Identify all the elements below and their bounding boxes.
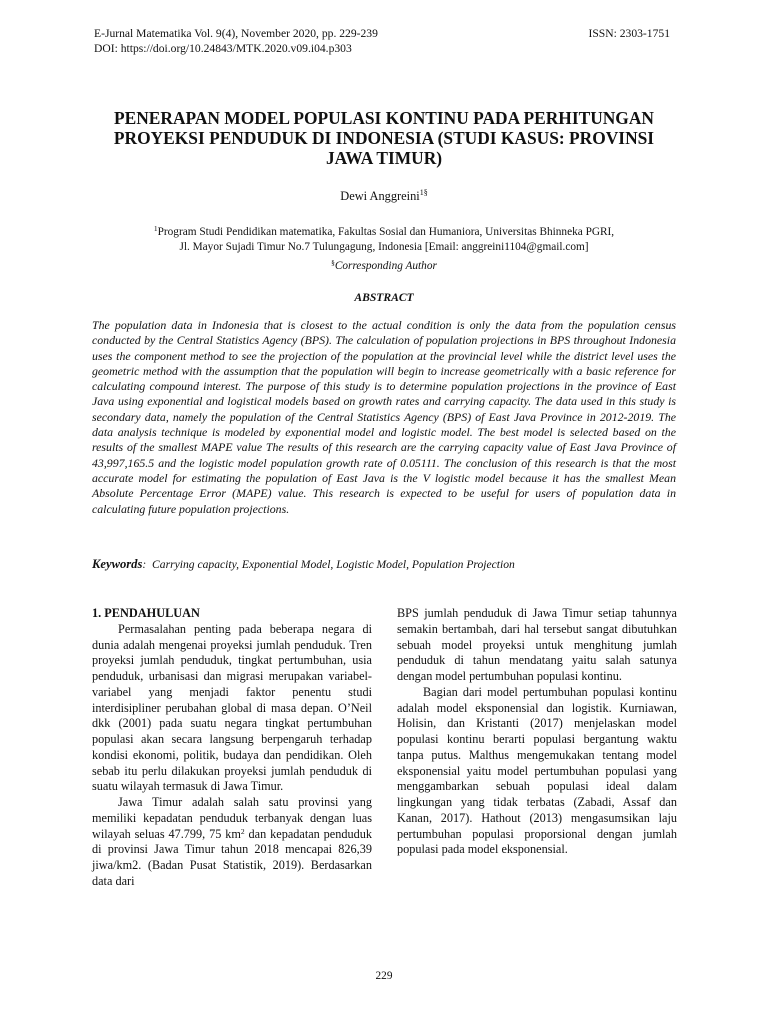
- corresponding-mark: §: [331, 258, 335, 267]
- intro-paragraph-2-b: dan kepadatan penduduk di provinsi Jawa Timur tahun 2018 mencapai 826,39 jiwa/km2. (Badan Pusat Statistik, 2019). Berdasarkan data dari: [92, 826, 372, 888]
- intro-paragraph-2: [92, 795, 372, 890]
- affiliation: [96, 221, 672, 274]
- intro-paragraph-4: Bagian dari model pertumbuhan populasi kontinu adalah model eksponensial dan logistik. Kurniawan, Holisin, dan Kristanti (2017) menjelaskan model populasi kontinu berarti populasi bergantung waktu tanpa putus. Malthus mengemukakan tentang model eksponensial yaitu model pertumbuhan populasi yang menggambarkan sebuah populasi ideal dalam lingkungan yang tidak terbatas (Zabadi, Assaf dan Kanan, 2017). Hathout (2013) mengasumsikan laju pertumbuhan populasi proporsional dengan jumlah populasi pada model eksponensial.: [397, 684, 677, 857]
- intro-paragraph-2-a: Jawa Timur adalah salah satu provinsi yang memiliki kepadatan penduduk terbanyak dengan luas wilayah seluas 47.799, 75 km: [92, 795, 372, 841]
- affiliation-line-2: Jl. Mayor Sujadi Timur No.7 Tulungagung, Indonesia [Email: anggreini1104@gmail.com]: [179, 241, 589, 253]
- left-column: [92, 606, 372, 890]
- title-line-2: PROYEKSI PENDUDUK DI INDONESIA (STUDI KASUS: PROVINSI: [113, 128, 655, 148]
- affiliation-text-1: Program Studi Pendidikan matematika, Fakultas Sosial dan Humaniora, Universitas Bhinneka PGRI,: [157, 226, 615, 238]
- section-heading: 1. PENDAHULUAN: [92, 606, 200, 620]
- affiliation-mark-1: 1: [153, 224, 158, 233]
- corresponding-line: [96, 255, 672, 274]
- author-marks: 1§: [419, 188, 428, 197]
- keywords-text: Carrying capacity, Exponential Model, Logistic Model, Population Projection: [152, 558, 515, 571]
- paper-title: [88, 108, 680, 168]
- author-line: [0, 188, 768, 204]
- journal-header: [94, 26, 378, 56]
- doi-line: DOI: https://doi.org/10.24843/MTK.2020.v09.i04.p303: [94, 42, 352, 55]
- intro-paragraph-1: Permasalahan penting pada beberapa negara di dunia adalah mengenai proyeksi jumlah penduduk. Tren proyeksi jumlah penduduk, tingkat pertumbuhan, usia penduduk, urbanisasi dan migrasi merupakan variabel-variabel yang menjadi faktor penentu studi interdisipliner perubahan global di masa depan. O’Neil dkk (2001) pada suatu negara tingkat pertumbuhan populasi akan secara langsung berpengaruh terhadap kondisi ekonomi, politik, budaya dan pendidikan. Oleh sebab itu perlu dilakukan proyeksi jumlah penduduk di suatu wilayah termasuk di Jawa Timur.: [92, 621, 372, 794]
- km-squared-sup: 2: [240, 826, 245, 836]
- title-line-1: PENERAPAN MODEL POPULASI KONTINU PADA PERHITUNGAN: [114, 108, 654, 128]
- journal-citation: E-Jurnal Matematika Vol. 9(4), November 2020, pp. 229-239: [94, 27, 378, 40]
- abstract-text: The population data in Indonesia that is closest to the actual condition is only the data from the population census conducted by the Central Statistics Agency (BPS). The calculation of population projections in BPS throughout Indonesia uses the component method to see the projection of the population at the provincial level while the district level uses the geometric method with the assumption that the population will begin to increase geometrically with a basic reference for calculating compound interest. The purpose of this study is to determine population projections in the province of East Java using exponential and logistical models based on growth rates and carrying capacity. The data used in this study is secondary data, namely the population of the Central Statistics Agency (BPS) of East Java Province in 2012-2019. The data analysis technique is modeled by exponential model and logistic model. The best model is selected based on the results of the smallest MAPE value The results of this research are the carrying capacity value of East Java Province of 43,997,165.5 and the logistic model population growth rate of 0.05111. The conclusion of this research is that the most accurate model for estimating the population of East Java is the V logistic model because it has the smallest Mean Absolute Percentage Error (MAPE) value. This research is expected to be useful for users of population data in calculating future population projections.: [92, 318, 676, 516]
- author-name: Dewi Anggreini: [340, 189, 420, 203]
- abstract-heading: ABSTRACT: [354, 291, 414, 304]
- page-number: 229: [375, 970, 393, 982]
- title-line-3: JAWA TIMUR): [325, 148, 443, 168]
- corresponding-author-label: Corresponding Author: [334, 260, 437, 272]
- right-column: [397, 606, 677, 858]
- affiliation-line-1: [96, 221, 672, 240]
- intro-paragraph-3: BPS jumlah penduduk di Jawa Timur setiap tahunnya semakin bertambah, dari hal tersebut sangat dibutuhkan sebuah model proyeksi untuk menghitung jumlah penduduk di tahun mendatang yaitu salah satunya dengan model pertumbuhan populasi kontinu.: [397, 606, 677, 683]
- issn: ISSN: 2303-1751: [588, 27, 670, 40]
- keywords-label: Keywords: [92, 557, 143, 571]
- keywords: [92, 557, 676, 572]
- keywords-separator: :: [142, 558, 147, 571]
